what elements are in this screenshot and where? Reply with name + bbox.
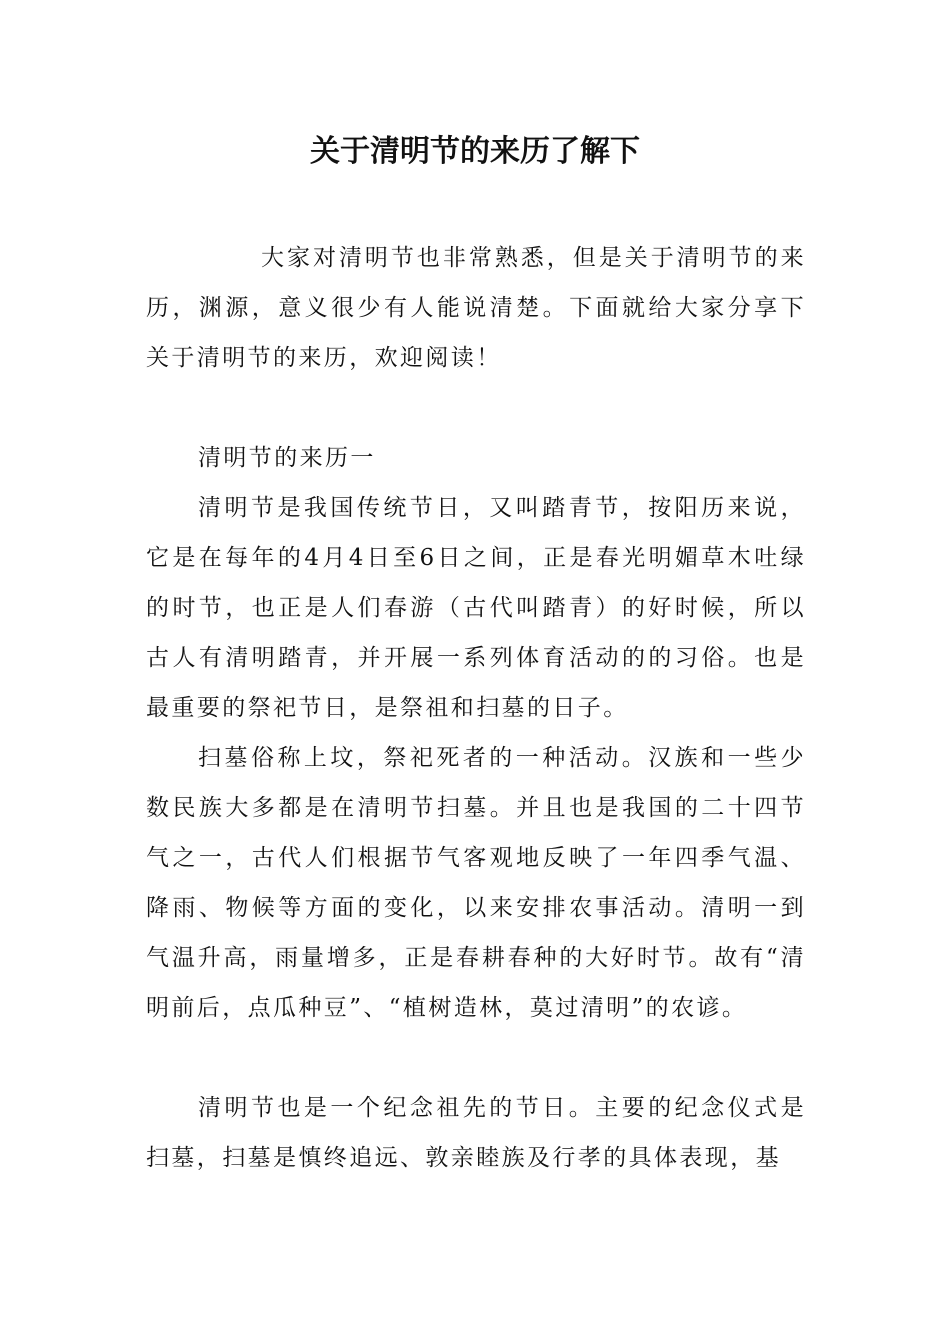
intro-paragraph: 大家对清明节也非常熟悉，但是关于清明节的来历，渊源，意义很少有人能说清楚。下面就给大家分享下关于清明节的来历，欢迎阅读！: [146, 245, 806, 371]
paragraph-1: 清明节是我国传统节日，又叫踏青节，按阳历来说，它是在每年的4月4日至6日之间，正是春光明媚草木吐绿的时节，也正是人们春游（古代叫踏青）的好时候，所以古人有清明踏青，并开展一系列体育活动的的习俗。也是最重要的祭祀节日，是祭祖和扫墓的日子。: [146, 495, 806, 721]
paragraph-2: 扫墓俗称上坟，祭祀死者的一种活动。汉族和一些少数民族大多都是在清明节扫墓。并且也是我国的二十四节气之一，古代人们根据节气客观地反映了一年四季气温、降雨、物候等方面的变化，以来安排农事活动。清明一到气温升高，雨量增多，正是春耕春种的大好时节。故有“清明前后，点瓜种豆”、“植树造林，莫过清明”的农谚。: [146, 745, 806, 1021]
section-heading: 清明节的来历一: [198, 445, 376, 471]
document-title: 关于清明节的来历了解下: [310, 134, 640, 169]
paragraph-3: 清明节也是一个纪念祖先的节日。主要的纪念仪式是扫墓，扫墓是慎终追远、敦亲睦族及行孝的具体表现，基: [146, 1095, 806, 1171]
